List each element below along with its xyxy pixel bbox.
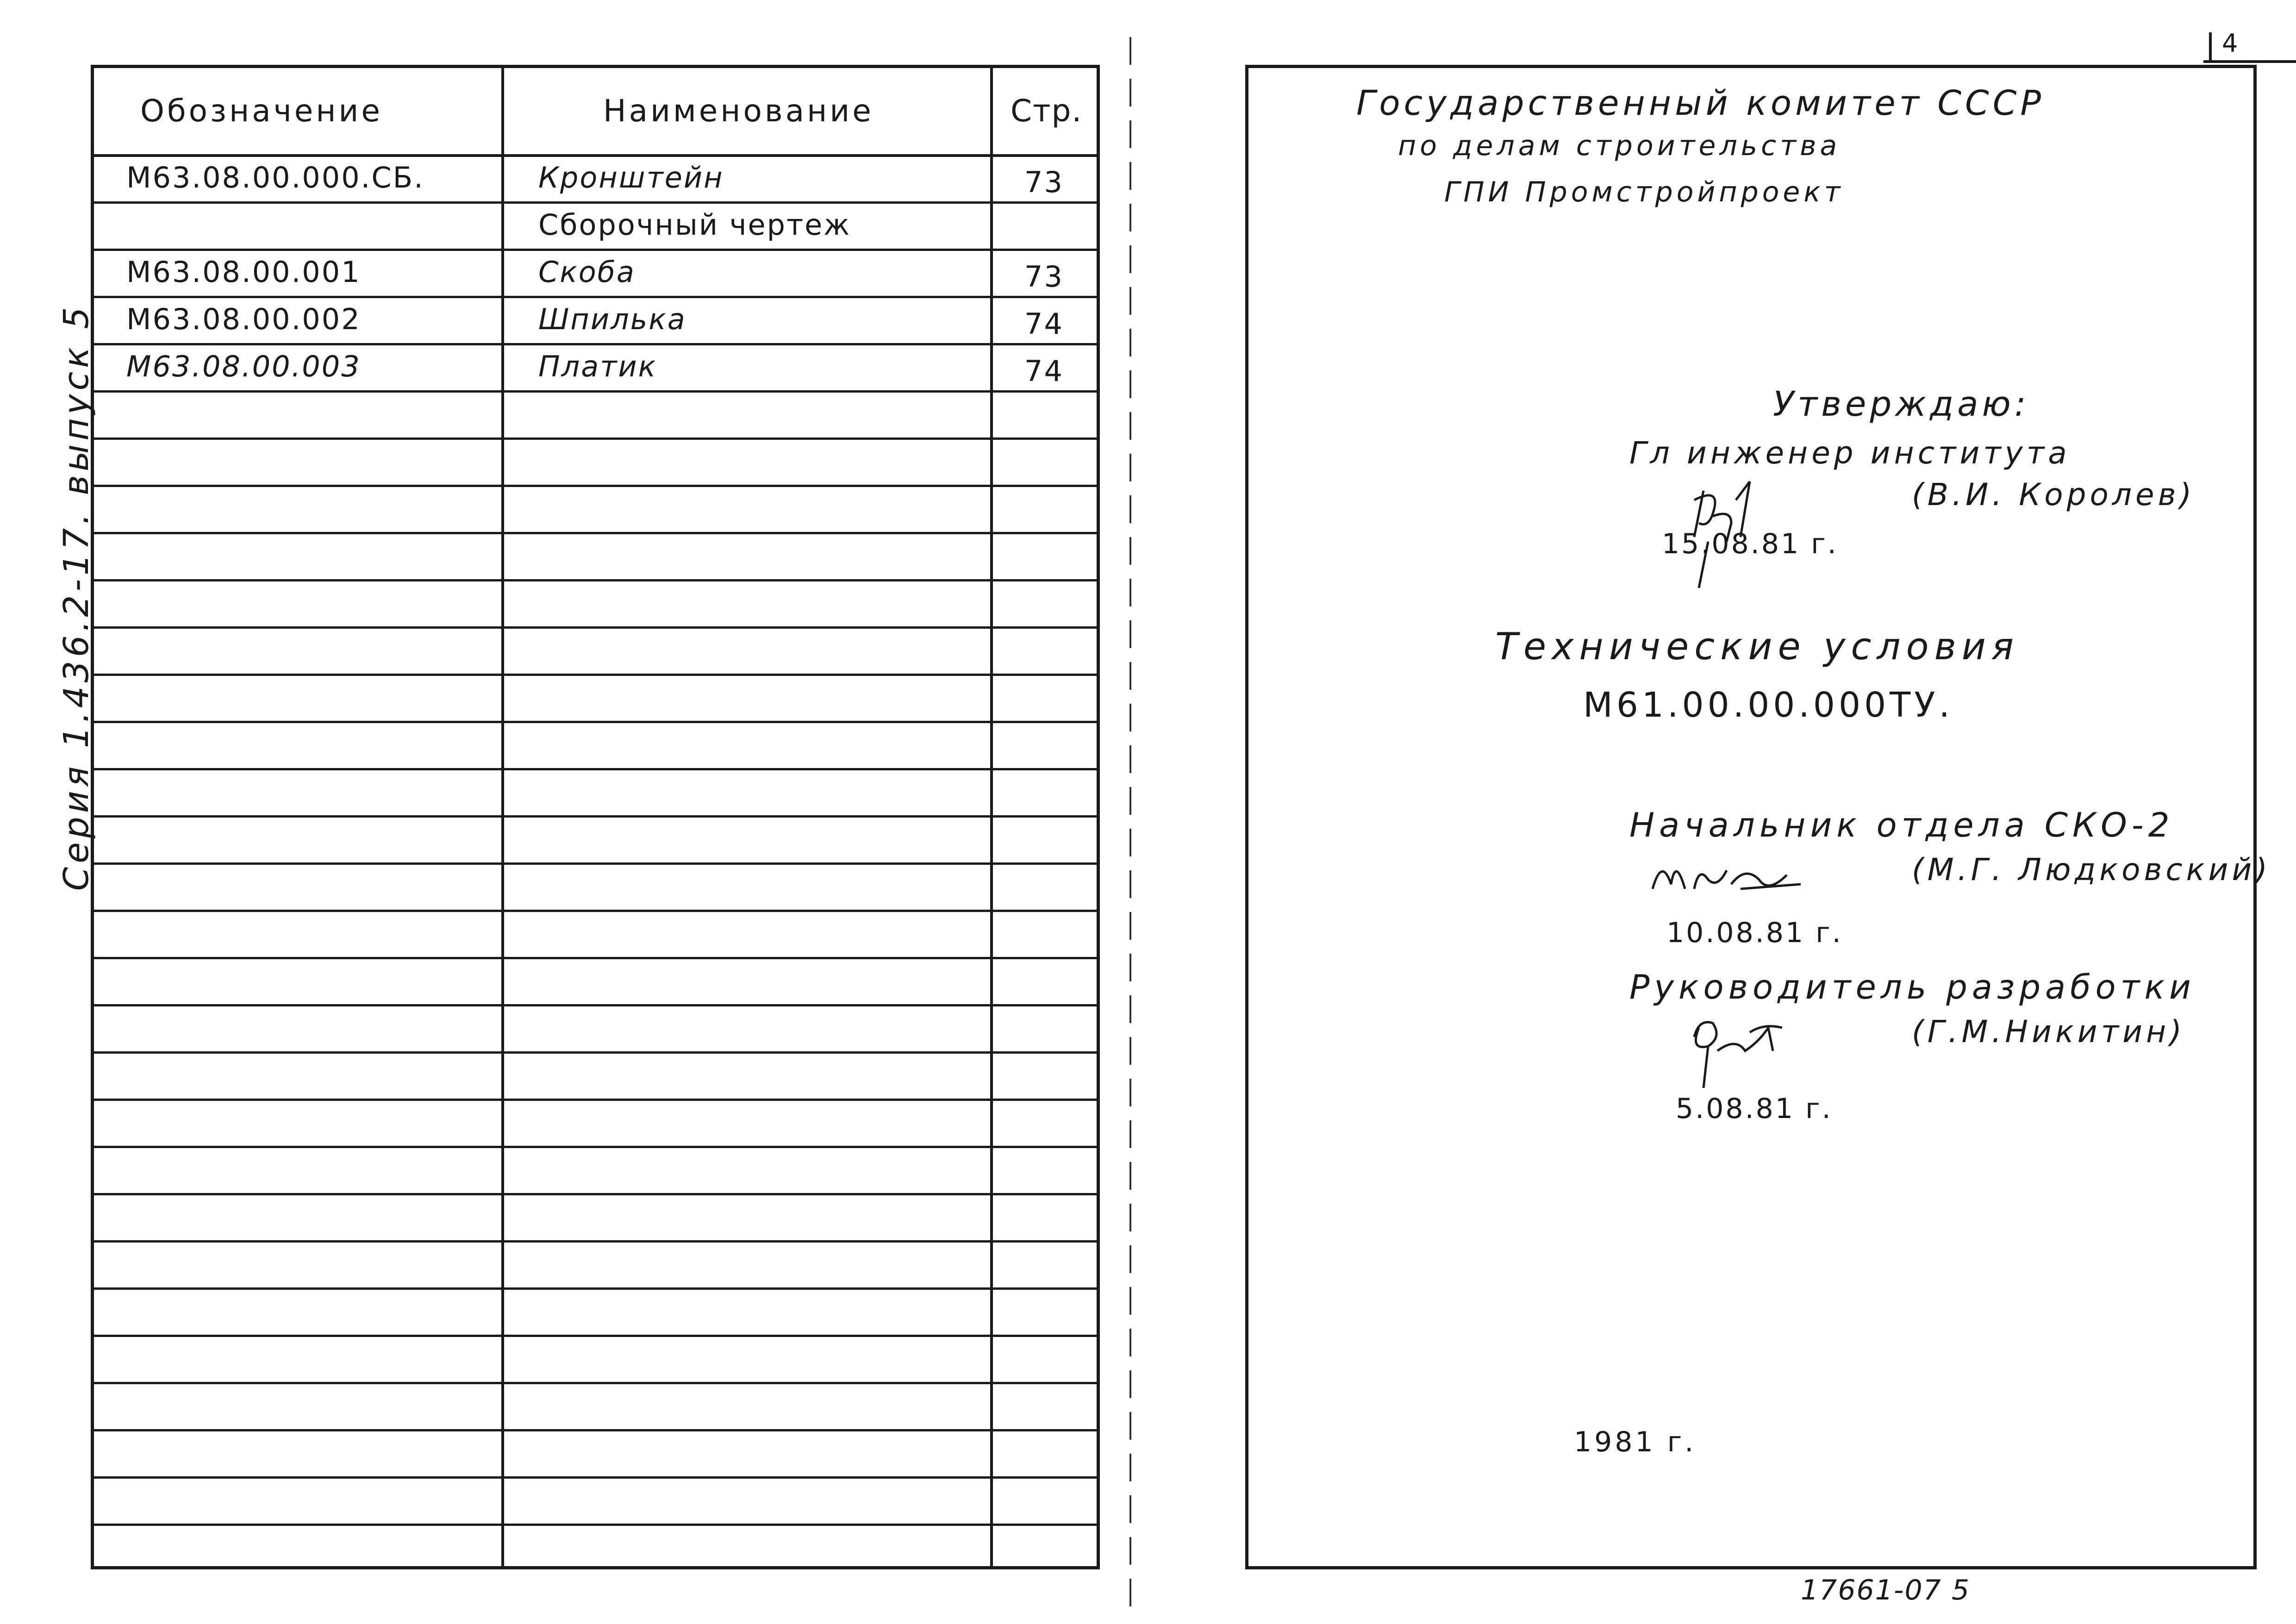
row-line [94,343,1097,345]
dev-lead-signature [1680,1009,1801,1093]
row-line [94,862,1097,865]
header-designation: Обозначение [140,93,383,129]
row-name: Скоба [538,255,636,289]
row-line [94,485,1097,487]
row-line [94,532,1097,534]
header-divider [94,154,1097,157]
org-line-1: Государственный комитет СССР [1356,83,2045,123]
row-line [94,626,1097,629]
page-number-line [2203,60,2296,63]
page-divider [1129,37,1131,1611]
series-label: Серия 1.436.2-17. выпуск 5 [56,303,96,891]
dept-head-signature [1648,852,1805,898]
dept-head-name: (М.Г. Людковский) [1912,852,2271,887]
row-line [94,579,1097,581]
row-line [94,1146,1097,1148]
approval-position: Гл инженер института [1629,435,2071,471]
dept-head-position: Начальник отдела СКО-2 [1629,806,2174,844]
dept-head-date: 10.08.81 г. [1666,917,1843,949]
row-line [94,437,1097,440]
row-page: 73 [1024,260,1064,294]
page-number: 4 [2222,29,2238,58]
org-line-3: ГПИ Промстройпроект [1444,176,1844,208]
row-page: 74 [1024,307,1064,341]
row-name: Сборочный чертеж [538,208,851,242]
row-line [94,1004,1097,1006]
dev-lead-name: (Г.М.Никитин) [1912,1014,2185,1049]
row-line [94,1051,1097,1054]
approval-date: 15.08.81 г. [1662,528,1838,560]
row-line [94,1476,1097,1479]
document-title: Технические условия [1495,625,2019,668]
contents-table [91,65,1100,1569]
row-page: 73 [1024,165,1064,199]
header-page: Стр. [1011,93,1083,129]
row-line [94,1335,1097,1337]
header-name: Наименование [603,93,874,129]
row-designation: М63.08.00.002 [126,302,361,336]
org-line-2: по делам строительства [1398,130,1841,162]
row-line [94,249,1097,251]
archive-stamp: 17661-07 5 [1801,1574,1971,1606]
row-page: 74 [1024,354,1064,388]
row-line [94,1240,1097,1243]
row-line [94,1287,1097,1290]
dev-lead-position: Руководитель разработки [1629,968,2196,1006]
row-name: Шпилька [538,302,686,336]
row-line [94,1099,1097,1101]
row-line [94,910,1097,912]
row-line [94,721,1097,723]
page-number-tick [2209,32,2212,63]
document-code: М61.00.00.000ТУ. [1583,685,1953,725]
row-line [94,1429,1097,1431]
row-line [94,390,1097,393]
approval-heading: Утверждаю: [1773,384,2030,424]
document-year: 1981 г. [1574,1426,1697,1458]
approval-name: (В.И. Королев) [1912,477,2196,512]
row-name: Платик [538,350,657,383]
row-line [94,201,1097,204]
row-line [94,296,1097,298]
row-line [94,815,1097,818]
row-line [94,768,1097,770]
row-line [94,1524,1097,1526]
row-line [94,1193,1097,1195]
row-designation: М63.08.00.000.СБ. [126,161,424,194]
row-line [94,1382,1097,1384]
row-line [94,957,1097,959]
row-line [94,674,1097,676]
row-designation: М63.08.00.003 [126,350,361,383]
row-designation: М63.08.00.001 [126,255,361,289]
row-name: Кронштейн [538,161,724,194]
dev-lead-date: 5.08.81 г. [1676,1093,1833,1125]
